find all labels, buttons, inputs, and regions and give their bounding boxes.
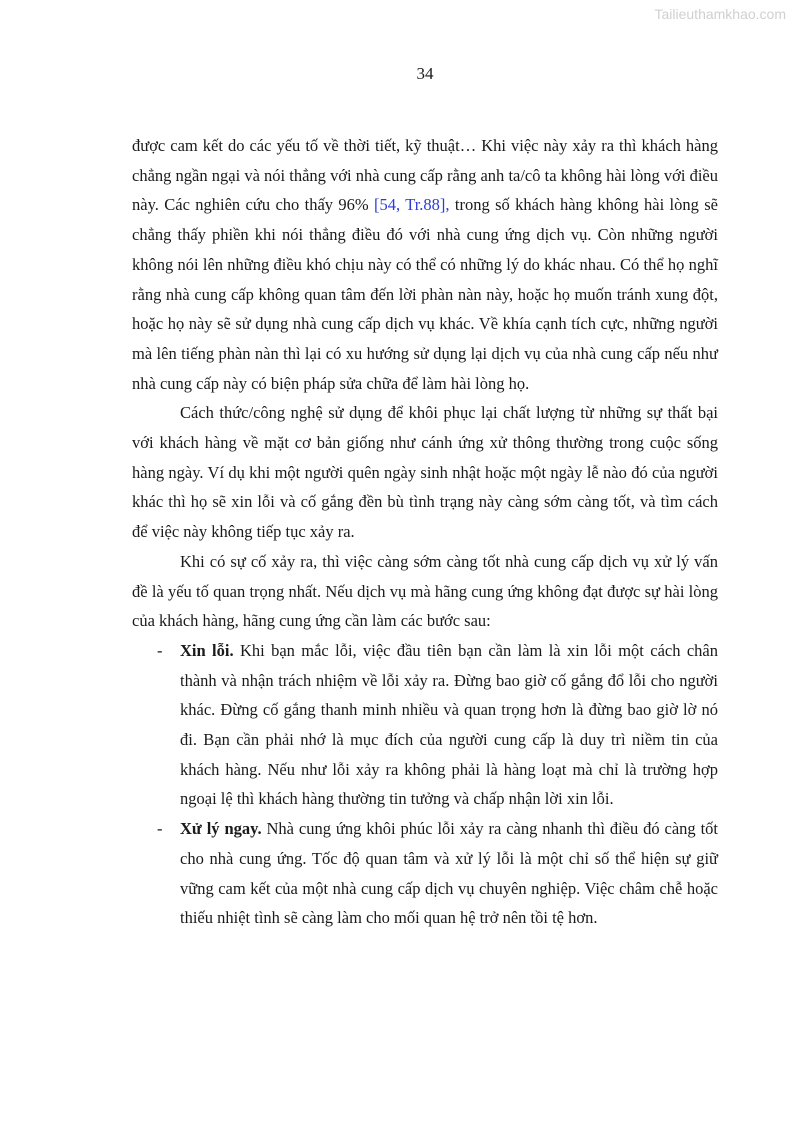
bullet-item-handle-now bbox=[132, 814, 718, 933]
bullet-text: Khi bạn mắc lỗi, việc đầu tiên bạn cần làm là xin lỗi một cách chân thành và nhận trách nhiệm về lỗi xảy ra. Đừng bao giờ cố gắng đổ lỗi cho người khác. Đừng cố gắng thanh minh nhiều và quan trọng hơn là đừng bao giờ lờ nó đi. Bạn cần phải nhớ là mục đích của người cung cấp là duy trì niềm tin của khách hàng. Nếu như lỗi xảy ra không phải là hàng loạt mà chỉ là trường hợp ngoại lệ thì khách hàng thường tin tưởng và chấp nhận lời xin lỗi. bbox=[180, 640, 718, 809]
page-body bbox=[132, 131, 718, 933]
paragraph-3: Khi có sự cố xảy ra, thì việc càng sớm càng tốt nhà cung cấp dịch vụ xử lý vấn đề là yếu tố quan trọng nhất. Nếu dịch vụ mà hãng cung ứng không đạt được sự hài lòng của khách hàng, hãng cung ứng cần làm các bước sau: bbox=[132, 551, 718, 631]
paragraph-1 bbox=[132, 131, 718, 398]
watermark: Tailieuthamkhao.com bbox=[654, 6, 786, 22]
citation-link[interactable]: [54, Tr.88], bbox=[374, 195, 450, 215]
bullet-dash: - bbox=[157, 819, 163, 839]
bullet-title: Xử lý ngay. bbox=[180, 819, 262, 839]
bullet-item-apologize bbox=[132, 636, 718, 814]
paragraph-1-text-a: được cam kết do các yếu tố về thời tiết, kỹ thuật… Khi việc này xảy ra thì khách hàng chẳng ngần ngại và nói thẳng với nhà cung cấp rằng anh ta/cô ta không hài lòng với điều này. Các nghiên cứu cho thấy 96% bbox=[132, 136, 718, 215]
bullet-title: Xin lỗi. bbox=[180, 640, 234, 660]
paragraph-1-text-b: trong số khách hàng không hài lòng sẽ chẳng thấy phiền khi nói thẳng điều đó với nhà cung ứng dịch vụ. Còn những người không nói lên những điều khó chịu này có thể có những lý do khác nhau. Có thể họ nghĩ rằng nhà cung cấp không quan tâm đến lời phàn nàn này, hoặc họ muốn tránh xung đột, hoặc họ này sẽ sử dụng nhà cung cấp dịch vụ khác. Về khía cạnh tích cực, những người mà lên tiếng phàn nàn thì lại có xu hướng sử dụng lại dịch vụ của nhà cung cấp nếu như nhà cung cấp này có biện pháp sửa chữa để làm hài lòng họ. bbox=[132, 195, 718, 393]
bullet-text: Nhà cung ứng khôi phúc lỗi xảy ra càng nhanh thì điều đó càng tốt cho nhà cung ứng. Tốc độ quan tâm và xử lý lỗi là một chỉ số thể hiện sự giữ vững cam kết của một nhà cung cấp dịch vụ chuyên nghiệp. Việc châm chễ hoặc thiếu nhiệt tình sẽ càng làm cho mối quan hệ trở nên tồi tệ hơn. bbox=[180, 819, 718, 928]
bullet-dash: - bbox=[157, 640, 163, 660]
page-number: 34 bbox=[416, 64, 434, 83]
paragraph-2: Cách thức/công nghệ sử dụng để khôi phục lại chất lượng từ những sự thất bại với khách hàng về mặt cơ bản giống như cánh ứng xử thông thường trong cuộc sống hàng ngày. Ví dụ khi một người quên ngày sinh nhật hoặc một ngày lễ nào đó của người khác thì họ sẽ xin lỗi và cố gắng đền bù tình trạng này càng sớm càng tốt, và tìm cách để việc này không tiếp tục xảy ra. bbox=[132, 403, 718, 542]
